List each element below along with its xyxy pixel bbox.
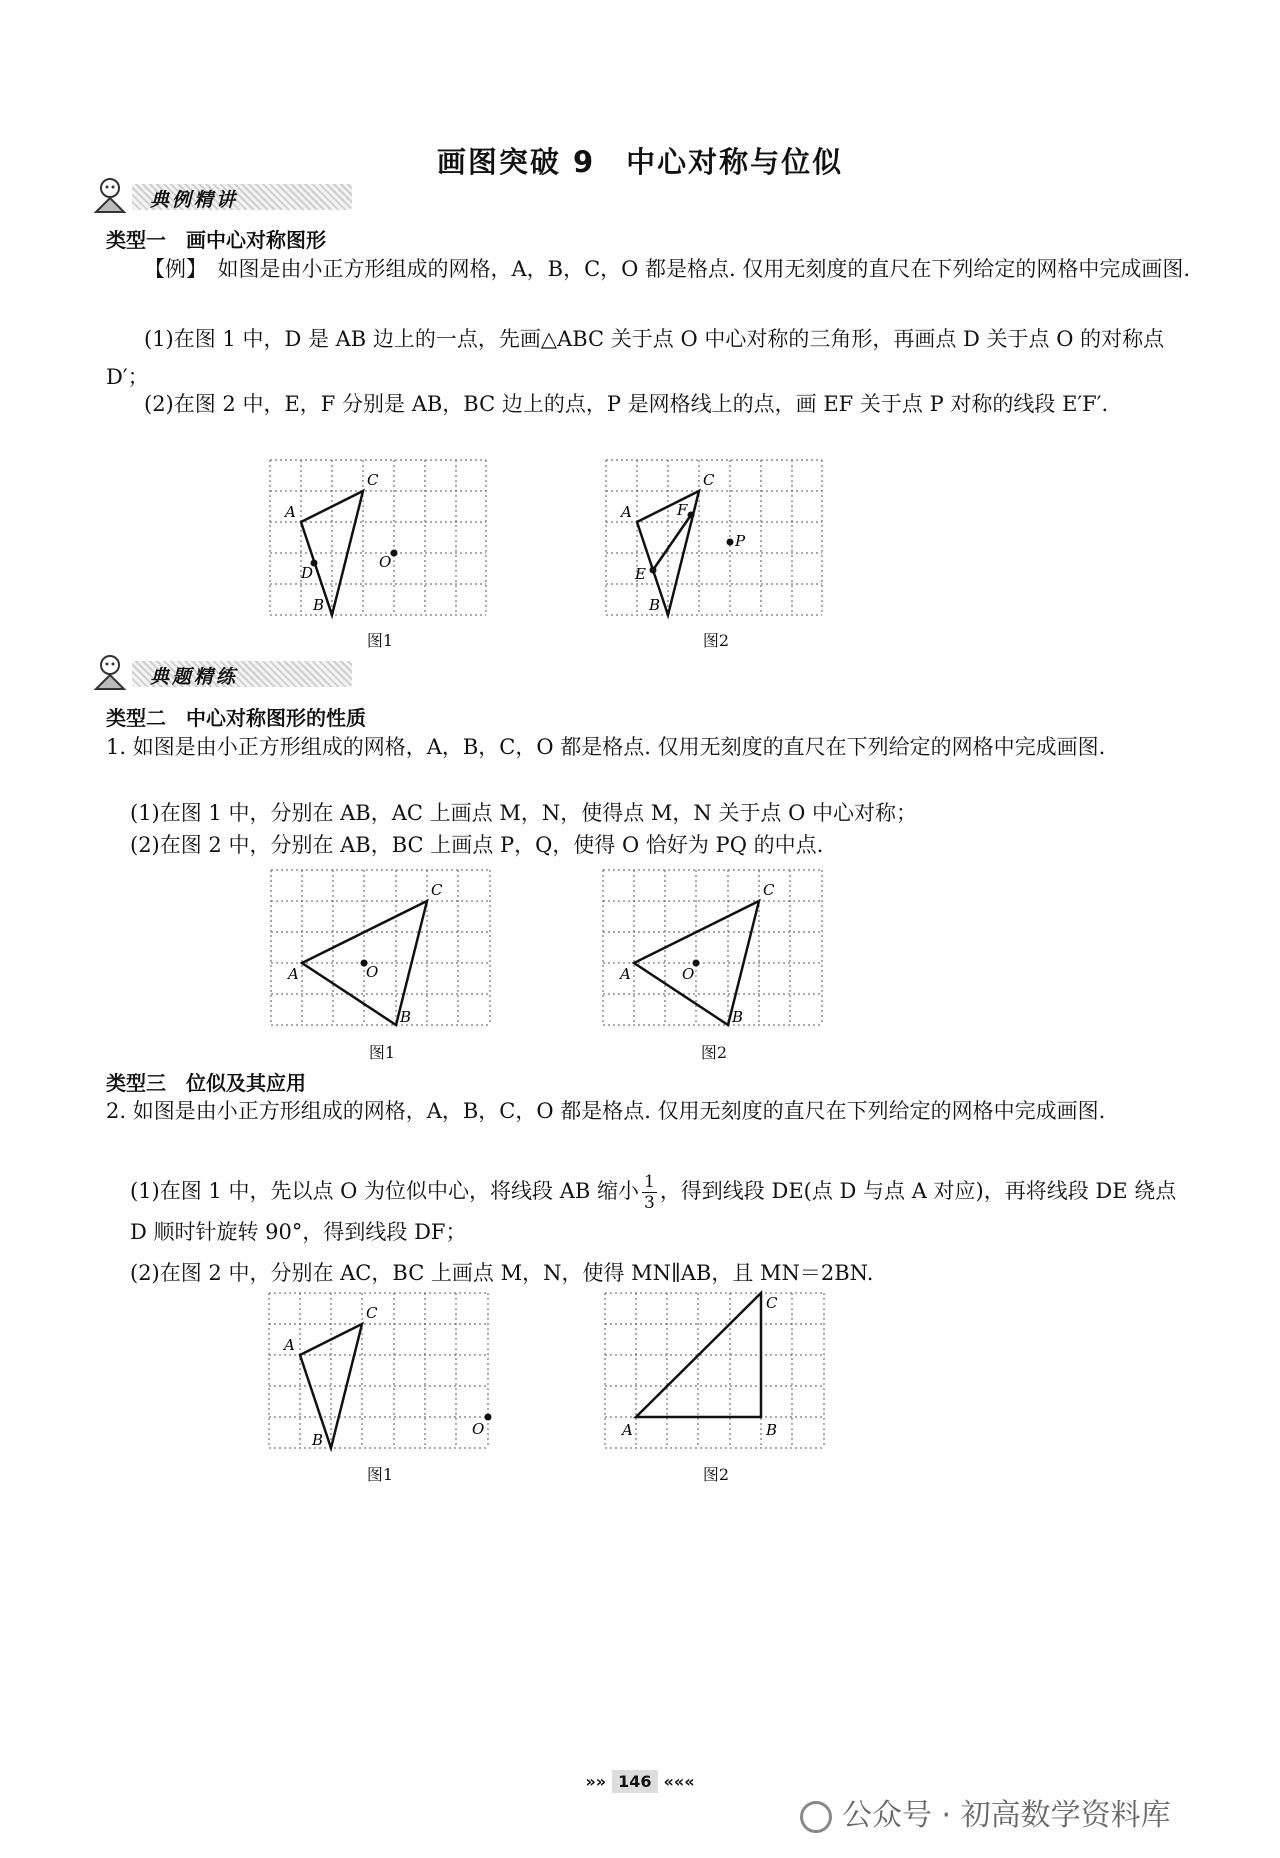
page-number: 146: [612, 1770, 657, 1793]
label-o: O: [379, 553, 392, 571]
example-figure-2: [601, 455, 831, 620]
problem2-figure-1: [264, 1288, 496, 1453]
label-a: A: [620, 965, 631, 983]
label-a: A: [621, 503, 632, 521]
label-b: B: [732, 1008, 744, 1026]
figure-caption: 图2: [700, 1043, 728, 1062]
section-banner-examples: [90, 180, 390, 212]
problem1-figure-1: [266, 865, 498, 1030]
figure-caption: 图1: [366, 1465, 394, 1484]
point-o: [391, 550, 398, 557]
fraction: [642, 1172, 657, 1213]
label-c: C: [366, 1304, 378, 1322]
label-f: F: [677, 501, 688, 519]
example-intro: 【例】 如图是由小正方形组成的网格，A，B，C，O 都是格点. 仅用无刻度的直尺在下列给定的网格中完成画图.: [144, 257, 1191, 281]
grid: [603, 870, 822, 1025]
grid: [269, 1293, 488, 1448]
problem1-q1: (1)在图 1 中，分别在 AB，AC 上画点 M，N，使得点 M，N 关于点 O 中心对称；: [130, 801, 917, 825]
problem1-q2: (2)在图 2 中，分别在 AB，BC 上画点 P，Q，使得 O 恰好为 PQ 的中点.: [130, 833, 824, 857]
page-arrows-right: «««: [663, 1772, 695, 1791]
label-e: E: [635, 565, 646, 583]
problem2-figure-2: [600, 1288, 832, 1453]
label-c: C: [367, 471, 379, 489]
mascot-icon: [90, 176, 134, 214]
label-o: O: [366, 963, 379, 981]
label-c: C: [431, 881, 443, 899]
example-q1: (1)在图 1 中，D 是 AB 边上的一点，先画△ABC 关于点 O 中心对称的三角形，再画点 D 关于点 O 的对称点 D′；: [106, 327, 1165, 389]
label-a: A: [285, 503, 296, 521]
banner-label: 典题精练: [150, 666, 239, 688]
figure-caption: 图2: [702, 1465, 730, 1484]
example-q2: (2)在图 2 中，E，F 分别是 AB，BC 边上的点，P 是网格线上的点，画 EF 关于点 P 对称的线段 E′F′.: [144, 392, 1109, 416]
point-o: [485, 1414, 492, 1421]
label-b: B: [766, 1421, 778, 1439]
label-b: B: [312, 1431, 324, 1449]
section-heading-type3: 类型三 位似及其应用: [106, 1071, 306, 1095]
problem1-intro: 1. 如图是由小正方形组成的网格，A，B，C，O 都是格点. 仅用无刻度的直尺在下列给定的网格中完成画图.: [106, 735, 1106, 759]
label-a: A: [622, 1421, 633, 1439]
label-a: A: [284, 1336, 295, 1354]
label-o: O: [682, 965, 695, 983]
label-p: P: [735, 532, 746, 550]
example-figure-1: [265, 455, 495, 620]
point-p: [727, 539, 734, 546]
problem1-figure-2: [598, 865, 830, 1030]
fraction-numerator: 1: [643, 1172, 655, 1192]
grid: [605, 1293, 824, 1448]
label-c: C: [766, 1294, 778, 1312]
fraction-denominator: 3: [643, 1193, 655, 1213]
wechat-icon: [800, 1801, 832, 1833]
section-heading-type2: 类型二 中心对称图形的性质: [106, 706, 366, 730]
problem2-q1-text-b: ，得到线段 DE(点 D 与点 A 对应)，再将线段 DE 绕点 D 顺时针旋转 90°，得到线段 DF；: [130, 1179, 1177, 1244]
figure-caption: 图1: [368, 1043, 396, 1062]
section-heading-type1: 类型一 画中心对称图形: [106, 228, 326, 252]
label-d: D: [301, 564, 314, 582]
point-e: [650, 567, 657, 574]
label-a: A: [288, 965, 299, 983]
watermark-text: 公众号 · 初高数学资料库: [842, 1798, 1171, 1833]
point-f: [688, 512, 695, 519]
problem2-intro: 2. 如图是由小正方形组成的网格，A，B，C，O 都是格点. 仅用无刻度的直尺在下列给定的网格中完成画图.: [106, 1099, 1106, 1123]
figure-caption: 图1: [366, 631, 394, 650]
label-o: O: [472, 1420, 485, 1438]
label-b: B: [649, 596, 661, 614]
label-b: B: [313, 596, 325, 614]
problem2-q1: [130, 1172, 1196, 1251]
page-arrows-left: »»: [585, 1772, 607, 1791]
watermark: [800, 1790, 1171, 1834]
problem2-q2: (2)在图 2 中，分别在 AC，BC 上画点 M，N，使得 MN∥AB，且 MN＝2BN.: [130, 1261, 874, 1285]
label-c: C: [763, 881, 775, 899]
mascot-icon: [90, 653, 134, 691]
page-title: 画图突破 9 中心对称与位似: [436, 145, 844, 179]
banner-label: 典例精讲: [150, 189, 239, 211]
section-banner-practice: [90, 657, 390, 689]
label-b: B: [400, 1008, 412, 1026]
grid: [271, 870, 490, 1025]
problem2-q1-text-a: (1)在图 1 中，先以点 O 为位似中心，将线段 AB 缩小: [130, 1179, 639, 1203]
figure-caption: 图2: [702, 631, 730, 650]
label-c: C: [703, 471, 715, 489]
